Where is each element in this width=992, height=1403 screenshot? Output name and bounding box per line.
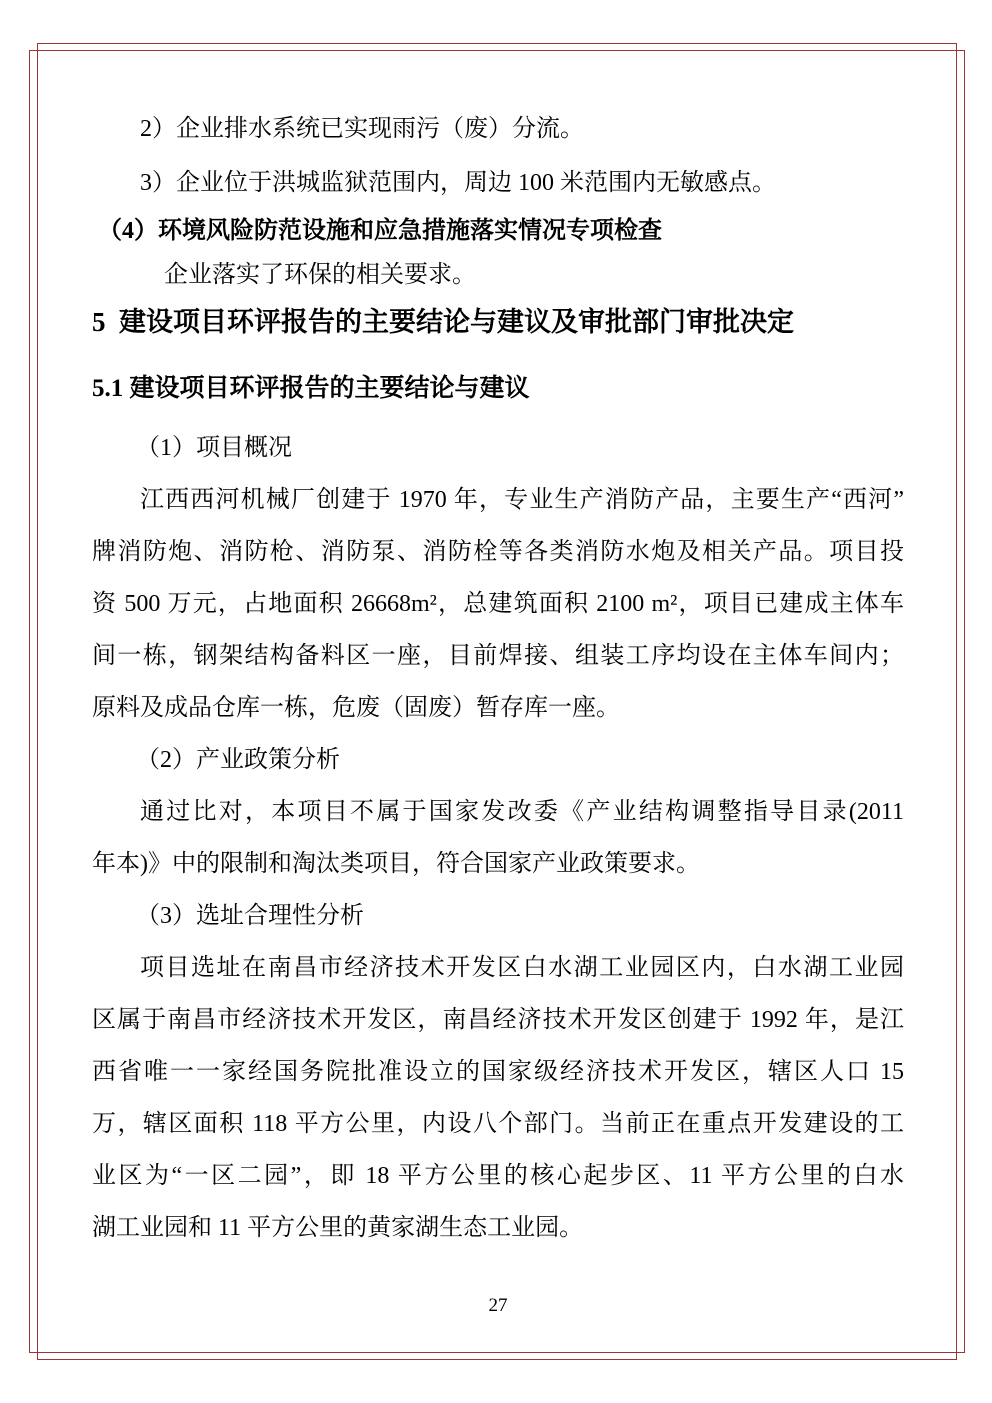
inspection-heading: （4）环境风险防范设施和应急措施落实情况专项检查 — [98, 218, 662, 244]
para3-line: 区属于南昌市经济技术开发区，南昌经济技术开发区创建于 1992 年，是江 — [92, 1007, 904, 1033]
para2-line: 通过比对，本项目不属于国家发改委《产业结构调整指导目录(2011 — [140, 799, 904, 825]
section-heading: 5.1 建设项目环评报告的主要结论与建议 — [92, 375, 530, 402]
para3-line: 项目选址在南昌市经济技术开发区白水湖工业园区内，白水湖工业园 — [140, 955, 904, 981]
sub-heading-1: （1）项目概况 — [136, 435, 292, 461]
para3-line: 湖工业园和 11 平方公里的黄家湖生态工业园。 — [92, 1215, 584, 1241]
para1-line: 原料及成品仓库一栋，危废（固废）暂存库一座。 — [92, 695, 620, 721]
chapter-heading: 5 建设项目环评报告的主要结论与建议及审批部门审批决定 — [92, 307, 794, 337]
para3-line: 万，辖区面积 118 平方公里，内设八个部门。当前正在重点开发建设的工 — [92, 1111, 904, 1137]
sub-heading-2: （2）产业政策分析 — [136, 747, 340, 773]
para2-line: 年本)》中的限制和淘汰类项目，符合国家产业政策要求。 — [92, 851, 700, 877]
document-content — [92, 102, 904, 1254]
para1-line: 江西西河机械厂创建于 1970 年，专业生产消防产品，主要生产“西河” — [140, 487, 904, 513]
page-number: 27 — [488, 1295, 508, 1316]
para1-line: 间一栋，钢架结构备料区一座，目前焊接、组装工序均设在主体车间内； — [92, 643, 904, 669]
sub-heading-3: （3）选址合理性分析 — [136, 903, 364, 929]
inspection-result: 企业落实了环保的相关要求。 — [164, 262, 476, 288]
list-item-2: 2）企业排水系统已实现雨污（废）分流。 — [140, 116, 584, 142]
para3-line: 业区为“一区二园”，即 18 平方公里的核心起步区、11 平方公里的白水 — [92, 1163, 904, 1189]
para3-line: 西省唯一一家经国务院批准设立的国家级经济技术开发区，辖区人口 15 — [92, 1059, 904, 1085]
para1-line: 牌消防炮、消防枪、消防泵、消防栓等各类消防水炮及相关产品。项目投 — [92, 539, 904, 565]
para1-line: 资 500 万元，占地面积 26668m²，总建筑面积 2100 m²，项目已建成主体车 — [92, 591, 904, 617]
list-item-3: 3）企业位于洪城监狱范围内，周边 100 米范围内无敏感点。 — [140, 170, 776, 196]
